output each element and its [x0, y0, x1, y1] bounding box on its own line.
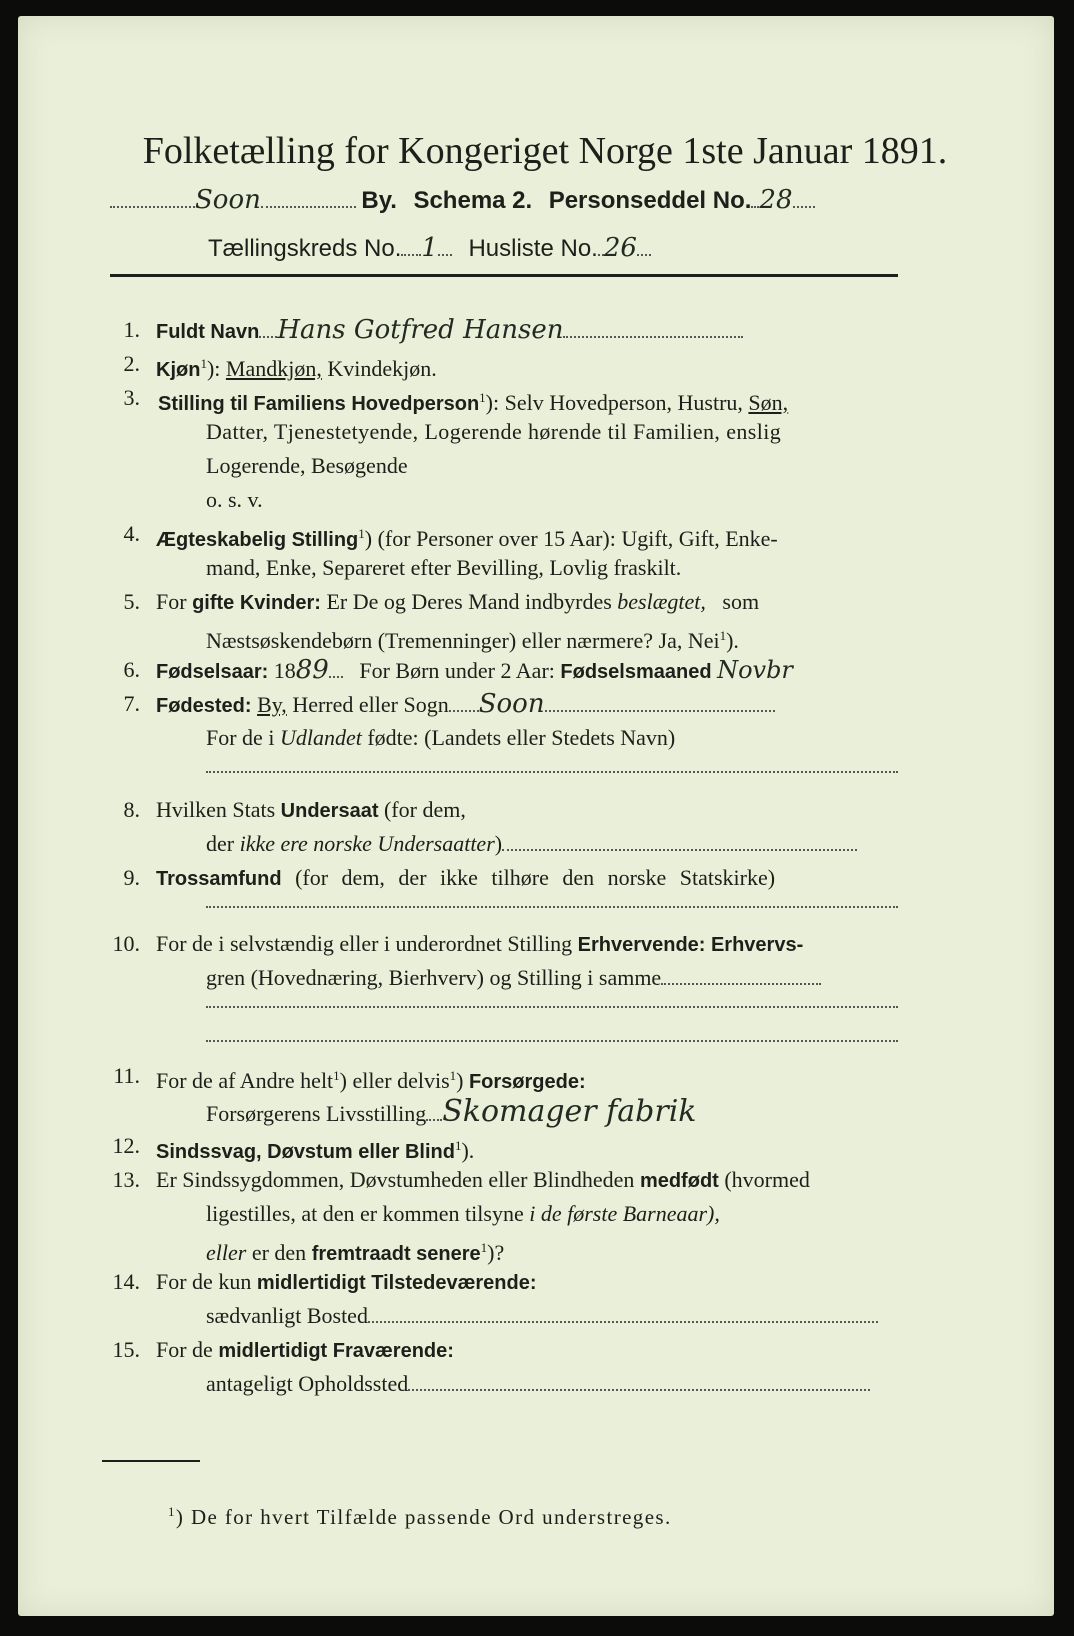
footnote-ref: 1 [358, 526, 365, 541]
item-11-c: ) [456, 1068, 464, 1093]
husliste-label: Husliste No. [468, 235, 598, 262]
kreds-value: 1 [421, 233, 438, 263]
item-13-line-3-italic: eller [206, 1240, 247, 1265]
item-7-line-2 [206, 724, 675, 752]
birth-year-prefix: 18 [273, 658, 296, 683]
footnote-text: ) De for hvert Tilfælde passende Ord understreges. [175, 1505, 672, 1529]
dotted-leader [563, 320, 743, 338]
sex-selected: Mandkjøn, [225, 356, 322, 381]
item-1 [156, 316, 743, 346]
item-13-line-3-a: er den [251, 1240, 307, 1265]
footnote-ref: 1 [480, 1240, 488, 1255]
religion-note: (for dem, der ikke tilhøre den norske Statskirke) [295, 865, 776, 890]
full-name-value: Hans Gotfred Hansen [277, 315, 564, 345]
item-6 [156, 656, 793, 686]
personseddel-label: Personseddel No. [548, 187, 752, 214]
dotted-leader [545, 694, 775, 712]
item-number: 12. [112, 1133, 140, 1158]
header-rule [110, 274, 898, 277]
item-8-line-2 [206, 830, 857, 858]
disability-label: Sindssvag, Døvstum eller Blind [156, 1141, 455, 1163]
item-8-end: (for dem, [383, 797, 466, 822]
footnote-ref: 1 [333, 1068, 340, 1083]
item-10-line-2-text: gren (Hovednæring, Bierhverv) og Stilling i samme [206, 965, 662, 990]
footnote-rule [102, 1460, 200, 1462]
item-10-end: Erhvervs- [710, 934, 804, 956]
item-5-italic: beslægtet, [617, 589, 706, 614]
temporary-present-label: midlertidigt Tilstedeværende: [256, 1272, 537, 1294]
schema-label: Schema 2. [413, 187, 533, 214]
household-position-options: ): Selv Hovedperson, Hustru, [485, 390, 743, 415]
item-number: 2. [123, 351, 140, 376]
item-9 [156, 864, 775, 893]
item-8-line-2-end: ) [494, 831, 503, 856]
dotted-leader [637, 238, 651, 256]
birth-year-value: 89 [295, 655, 329, 685]
dotted-leader [261, 190, 356, 208]
item-5-line-1: Er De og Deres Mand indbyrdes [326, 589, 612, 614]
item-number: 7. [123, 691, 140, 716]
marital-status-line-2: mand, Enke, Separeret efter Bevilling, Lovlig fraskilt. [206, 555, 682, 580]
item-2: Kjøn$^1$): Mandkjøn, Kvindekjøn. [156, 356, 437, 381]
marital-status-label: Ægteskabelig Stilling [156, 529, 359, 551]
item-5 [156, 588, 759, 617]
footnote-ref: 1 [454, 1138, 462, 1153]
item-number: 8. [123, 797, 140, 822]
married-women-label: gifte Kvinder: [192, 592, 321, 614]
item-number: 13. [112, 1167, 140, 1192]
dotted-leader [426, 1103, 442, 1121]
blank-answer-line [206, 771, 898, 773]
item-8 [156, 796, 466, 825]
dotted-leader [401, 238, 421, 256]
item-number: 15. [112, 1337, 140, 1362]
item-15-line-2 [206, 1370, 870, 1398]
item-7-line-2-italic: Udlandet [279, 725, 362, 750]
probable-residence-label: antageligt Opholdssted [206, 1371, 409, 1396]
dotted-leader [661, 967, 821, 985]
item-13-line-2 [206, 1200, 720, 1228]
footnote-ref: 1 [200, 356, 207, 371]
marital-status-line-1: ) (for Personer over 15 Aar): Ugift, Gift, Enke- [364, 526, 778, 551]
item-11 [156, 1062, 586, 1096]
item-5-end: som [722, 589, 760, 614]
header-line-2 [208, 234, 651, 263]
by-label: By. [361, 187, 397, 214]
item-number: 6. [123, 657, 140, 682]
item-13 [156, 1166, 810, 1195]
item-13-line-3 [206, 1234, 504, 1268]
dotted-leader [502, 833, 857, 851]
usual-residence-label: sædvanligt Bosted [206, 1303, 368, 1328]
item-12-end: ). [461, 1138, 475, 1163]
dotted-leader [408, 1373, 870, 1391]
item-4 [156, 520, 778, 554]
sex-label: Kjøn [156, 359, 201, 381]
household-position-selected: Søn, [748, 390, 789, 415]
supporter-occupation-value: Skomager fabrik [442, 1094, 697, 1129]
birthplace-selected: By, [257, 692, 287, 717]
item-13-line-2-italic: i de første Barneaar), [529, 1201, 720, 1226]
item-11-a: For de af Andre helt [156, 1068, 334, 1093]
item-number: 10. [112, 931, 140, 956]
item-10-line-1: For de i selvstændig eller i underordnet Stilling [156, 931, 573, 956]
birth-year-label: Fødselsaar: [156, 661, 269, 683]
blank-answer-line [206, 1040, 898, 1042]
supported-label: Forsørgede: [468, 1071, 586, 1093]
household-position-line-2: Datter, Tjenestetyende, Logerende hørende til Familien, enslig [206, 419, 782, 444]
birthplace-options: Herred eller Sogn [292, 692, 449, 717]
item-8-pre: Hvilken Stats [156, 797, 276, 822]
later-onset-label: fremtraadt senere [311, 1243, 481, 1265]
item-10 [156, 930, 803, 959]
under-two-label: For Børn under 2 Aar: [359, 658, 555, 683]
item-number: 4. [123, 521, 140, 546]
item-14 [156, 1268, 537, 1297]
by-value: Soon [195, 185, 261, 215]
dotted-leader [329, 660, 343, 678]
kreds-label: Tællingskreds No. [208, 235, 402, 262]
item-13-line-3-end: )? [487, 1240, 505, 1265]
temporary-absent-label: midlertidigt Fraværende: [218, 1340, 454, 1362]
item-7-line-2-a: For de i [206, 725, 275, 750]
form-title: Folketælling for Kongeriget Norge 1ste Januar 1891. [142, 130, 948, 172]
census-form-page [18, 16, 1054, 1616]
footnote [168, 1498, 672, 1531]
supporter-occupation-label: Forsørgerens Livsstilling [206, 1101, 427, 1126]
item-12 [156, 1132, 474, 1166]
item-number: 3. [123, 385, 140, 410]
dotted-leader [438, 238, 452, 256]
birth-month-value: Novbr [717, 656, 793, 684]
item-13-end: (hvormed [724, 1167, 810, 1192]
item-5-question-end: ). [726, 628, 739, 653]
item-8-line-2-a: der [206, 831, 235, 856]
congenital-label: medfødt [639, 1170, 719, 1192]
household-position-label: Stilling til Familiens Hovedperson [158, 393, 480, 415]
item-number: 1. [123, 317, 140, 342]
item-14-pre: For de kun [156, 1269, 252, 1294]
birthplace-label: Fødested: [156, 695, 252, 717]
religion-label: Trossamfund [156, 868, 282, 890]
item-8-line-2-italic: ikke ere norske Undersaatter [239, 831, 495, 856]
dotted-leader [368, 1305, 878, 1323]
dotted-leader [110, 190, 195, 208]
blank-answer-line [206, 1006, 898, 1008]
footnote-ref: 1 [449, 1068, 457, 1083]
item-3 [158, 384, 788, 418]
item-14-line-2 [206, 1302, 878, 1330]
item-10-line-2 [206, 964, 821, 992]
item-15-pre: For de [156, 1337, 213, 1362]
item-7-line-2-b: fødte: (Landets eller Stedets Navn) [367, 725, 676, 750]
item-7 [156, 690, 775, 720]
item-number: 14. [112, 1269, 140, 1294]
dotted-leader [449, 694, 479, 712]
occupation-label: Erhvervende: [577, 934, 706, 956]
item-5-question: Næstsøskendebørn (Tremenninger) eller nærmere? Ja, Nei [206, 628, 720, 653]
footnote-ref: 1 [479, 390, 486, 405]
household-position-line-4: o. s. v. [206, 487, 263, 512]
dotted-leader [259, 320, 277, 338]
header-line-1 [110, 186, 815, 215]
item-5-pre: For [156, 589, 187, 614]
husliste-value: 26 [603, 233, 637, 263]
item-11-b: ) eller delvis [339, 1068, 450, 1093]
item-number: 11. [113, 1063, 140, 1088]
dotted-leader [793, 190, 815, 208]
birth-month-label: Fødselsmaaned [560, 661, 712, 683]
item-13-line-1: Er Sindssygdommen, Døvstumheden eller Blindheden [156, 1167, 635, 1192]
household-position-line-3: Logerende, Besøgende [206, 453, 408, 478]
item-11-line-2 [206, 1094, 697, 1129]
item-number: 9. [123, 865, 140, 890]
item-number: 5. [123, 589, 140, 614]
footnote-ref: 1 [719, 628, 727, 643]
sex-other: Kvindekjøn. [327, 356, 437, 381]
citizenship-label: Undersaat [280, 800, 379, 822]
birthplace-value: Soon [478, 689, 545, 719]
item-15 [156, 1336, 454, 1365]
blank-answer-line [206, 906, 898, 908]
footnote-ref: 1 [168, 1504, 176, 1519]
full-name-label: Fuldt Navn [156, 321, 260, 343]
item-5-line-2 [206, 622, 739, 655]
item-13-line-2-a: ligestilles, at den er kommen tilsyne [206, 1201, 524, 1226]
personseddel-value: 28 [759, 185, 793, 215]
